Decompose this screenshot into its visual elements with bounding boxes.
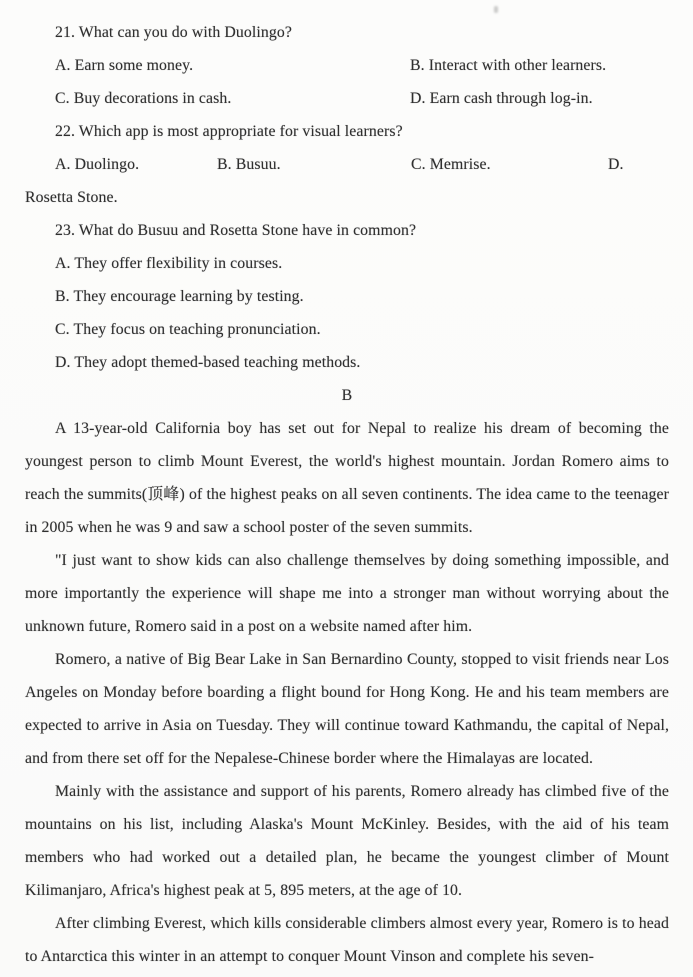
question-22-stem: 22. Which app is most appropriate for visual learners? xyxy=(55,122,403,140)
passage-paragraph-2: "I just want to show kids can also challenge themselves by doing something impossible, and more importantly the experience will shape me into a stronger man without worrying about the unknown future, Romero said in a post on a website named after him. xyxy=(25,552,669,635)
question-21-option-a: A. Earn some money. xyxy=(55,56,194,74)
passage-paragraph-3: Romero, a native of Big Bear Lake in San Bernardino County, stopped to visit friends near Los Angeles on Monday before boarding a flight bound for Hong Kong. He and his team members are expected to arrive in Asia on Tuesday. They will continue toward Kathmandu, the capital of Nepal, and from there set off for the Nepalese-Chinese border where the Himalayas are located. xyxy=(25,651,669,767)
question-23-stem: 23. What do Busuu and Rosetta Stone have in common? xyxy=(55,221,417,239)
question-21-options-row-2 xyxy=(25,82,669,115)
question-23-option-a-row xyxy=(25,247,669,280)
section-header-row xyxy=(25,379,669,412)
question-22-option-c: C. Memrise. xyxy=(411,155,491,173)
question-23-option-b: B. They encourage learning by testing. xyxy=(55,287,304,305)
question-23-option-b-row xyxy=(25,280,669,313)
question-23-option-d: D. They adopt themed-based teaching methods. xyxy=(55,353,361,371)
question-23 xyxy=(25,214,669,247)
section-header-label: B xyxy=(341,386,353,404)
question-23-option-c: C. They focus on teaching pronunciation. xyxy=(55,320,321,338)
passage-paragraph-1: A 13-year-old California boy has set out for Nepal to realize his dream of becoming the youngest person to climb Mount Everest, the world's highest mountain. Jordan Romero aims to reach the summits(顶峰) of the highest peaks on all seven continents. The idea came to the teenager in 2005 when he was 9 and saw a school poster of the seven summits. xyxy=(25,420,669,536)
question-21-option-d: D. Earn cash through log-in. xyxy=(410,89,593,107)
question-21-options-row-1 xyxy=(25,49,669,82)
passage-paragraph-4: Mainly with the assistance and support of his parents, Romero already has climbed five of the mountains on his list, including Alaska's Mount McKinley. Besides, with the aid of his team members who had worked out a detailed plan, he became the youngest climber of Mount Kilimanjaro, Africa's highest peak at 5, 895 meters, at the age of 10. xyxy=(25,783,669,899)
passage-paragraph-5: After climbing Everest, which kills considerable climbers almost every year, Romero is to head to Antarctica this winter in an attempt to conquer Mount Vinson and complete his seven- xyxy=(25,915,669,965)
question-22-option-b: B. Busuu. xyxy=(217,155,281,173)
question-23-option-a: A. They offer flexibility in courses. xyxy=(55,254,283,272)
question-21-option-b: B. Interact with other learners. xyxy=(410,56,607,74)
question-21 xyxy=(25,16,669,49)
question-21-option-c: C. Buy decorations in cash. xyxy=(55,89,232,107)
question-21-stem: 21. What can you do with Duolingo? xyxy=(55,23,292,41)
question-22-option-d-text: Rosetta Stone. xyxy=(25,188,118,206)
question-22 xyxy=(25,115,669,148)
question-22-option-a: A. Duolingo. xyxy=(55,155,140,173)
question-22-options-row xyxy=(25,148,669,181)
question-22-option-d-label: D. xyxy=(608,155,624,173)
question-22-option-d-overflow-row xyxy=(25,181,669,214)
question-23-option-c-row xyxy=(25,313,669,346)
question-23-option-d-row xyxy=(25,346,669,379)
